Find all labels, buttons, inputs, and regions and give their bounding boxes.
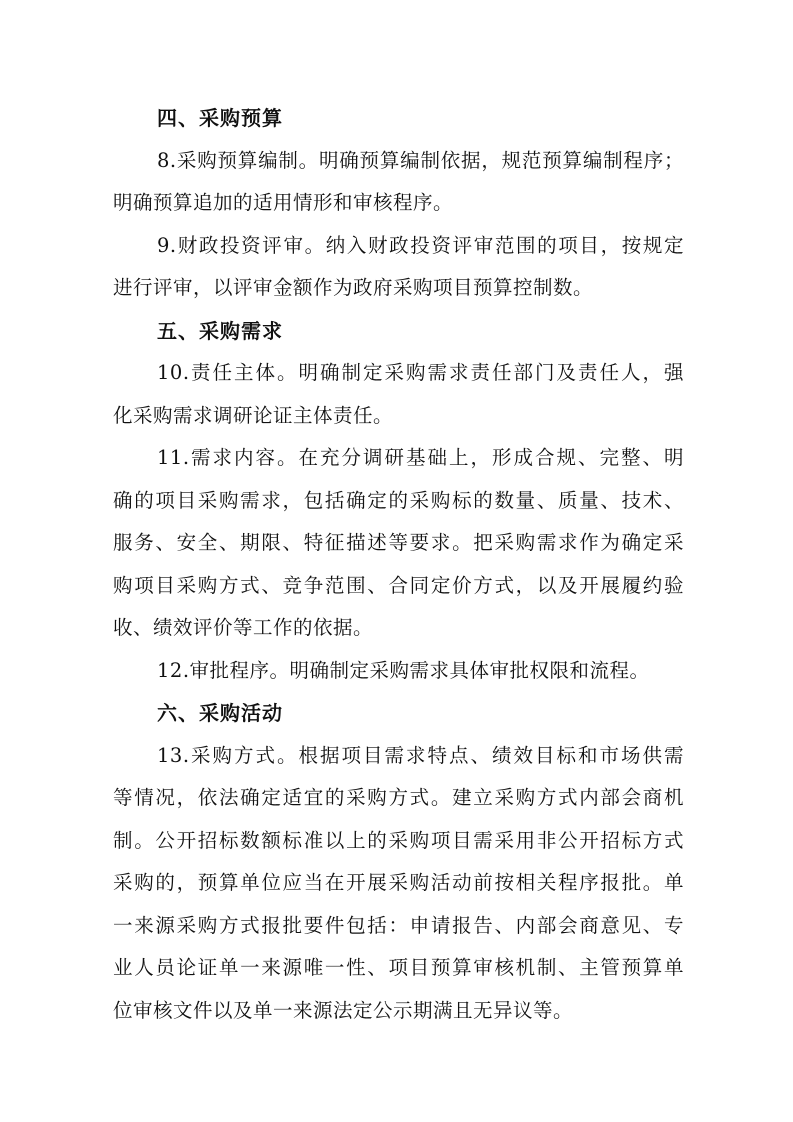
text-line: 服务、安全、期限、特征描述等要求。把采购需求作为确定采 (113, 531, 684, 554)
text-line: 9.财政投资评审。纳入财政投资评审范围的项目，按规定 (157, 233, 684, 257)
text-line: 8.采购预算编制。明确预算编制依据，规范预算编制程序； (157, 148, 684, 172)
text-line: 等情况，依法确定适宜的采购方式。建立采购方式内部会商机 (113, 786, 684, 809)
text-line: 化采购需求调研论证主体责任。 (113, 403, 394, 427)
section-heading-procurement-requirements: 五、采购需求 (157, 318, 283, 343)
paragraph-fiscal-review (113, 225, 684, 310)
paragraph-approval-procedure (113, 650, 684, 693)
section-heading-procurement-budget: 四、采购预算 (157, 106, 283, 130)
text-line: 13.采购方式。根据项目需求特点、绩效目标和市场供需 (157, 743, 684, 767)
text-line: 购项目采购方式、竞争范围、合同定价方式，以及开展履约验 (113, 573, 684, 597)
paragraph-requirement-content (113, 437, 684, 650)
section-heading-procurement-activities: 六、采购活动 (157, 701, 283, 725)
text-line: 制。公开招标数额标准以上的采购项目需采用非公开招标方式 (113, 828, 684, 852)
text-line: 业人员论证单一来源唯一性、项目预算审核机制、主管预算单 (113, 956, 684, 979)
paragraph-procurement-method (113, 735, 684, 1033)
text-line: 采购的，预算单位应当在开展采购活动前按相关程序报批。单 (113, 871, 684, 894)
paragraph-budget-preparation (113, 140, 684, 225)
text-line: 位审核文件以及单一来源法定公示期满且无异议等。 (113, 998, 574, 1022)
text-line: 一来源采购方式报批要件包括：申请报告、内部会商意见、专 (113, 913, 684, 937)
text-line: 明确预算追加的适用情形和审核程序。 (113, 191, 454, 214)
text-line: 10.责任主体。明确制定采购需求责任部门及责任人，强 (157, 361, 684, 384)
text-line: 12.审批程序。明确制定采购需求具体审批权限和流程。 (157, 658, 650, 682)
paragraph-responsible-party (113, 352, 684, 437)
text-line: 11.需求内容。在充分调研基础上，形成合规、完整、明 (157, 446, 684, 469)
text-line: 确的项目采购需求，包括确定的采购标的数量、质量、技术、 (113, 488, 684, 512)
text-line: 收、绩效评价等工作的依据。 (113, 616, 374, 639)
text-line: 进行评审，以评审金额作为政府采购项目预算控制数。 (113, 276, 594, 299)
